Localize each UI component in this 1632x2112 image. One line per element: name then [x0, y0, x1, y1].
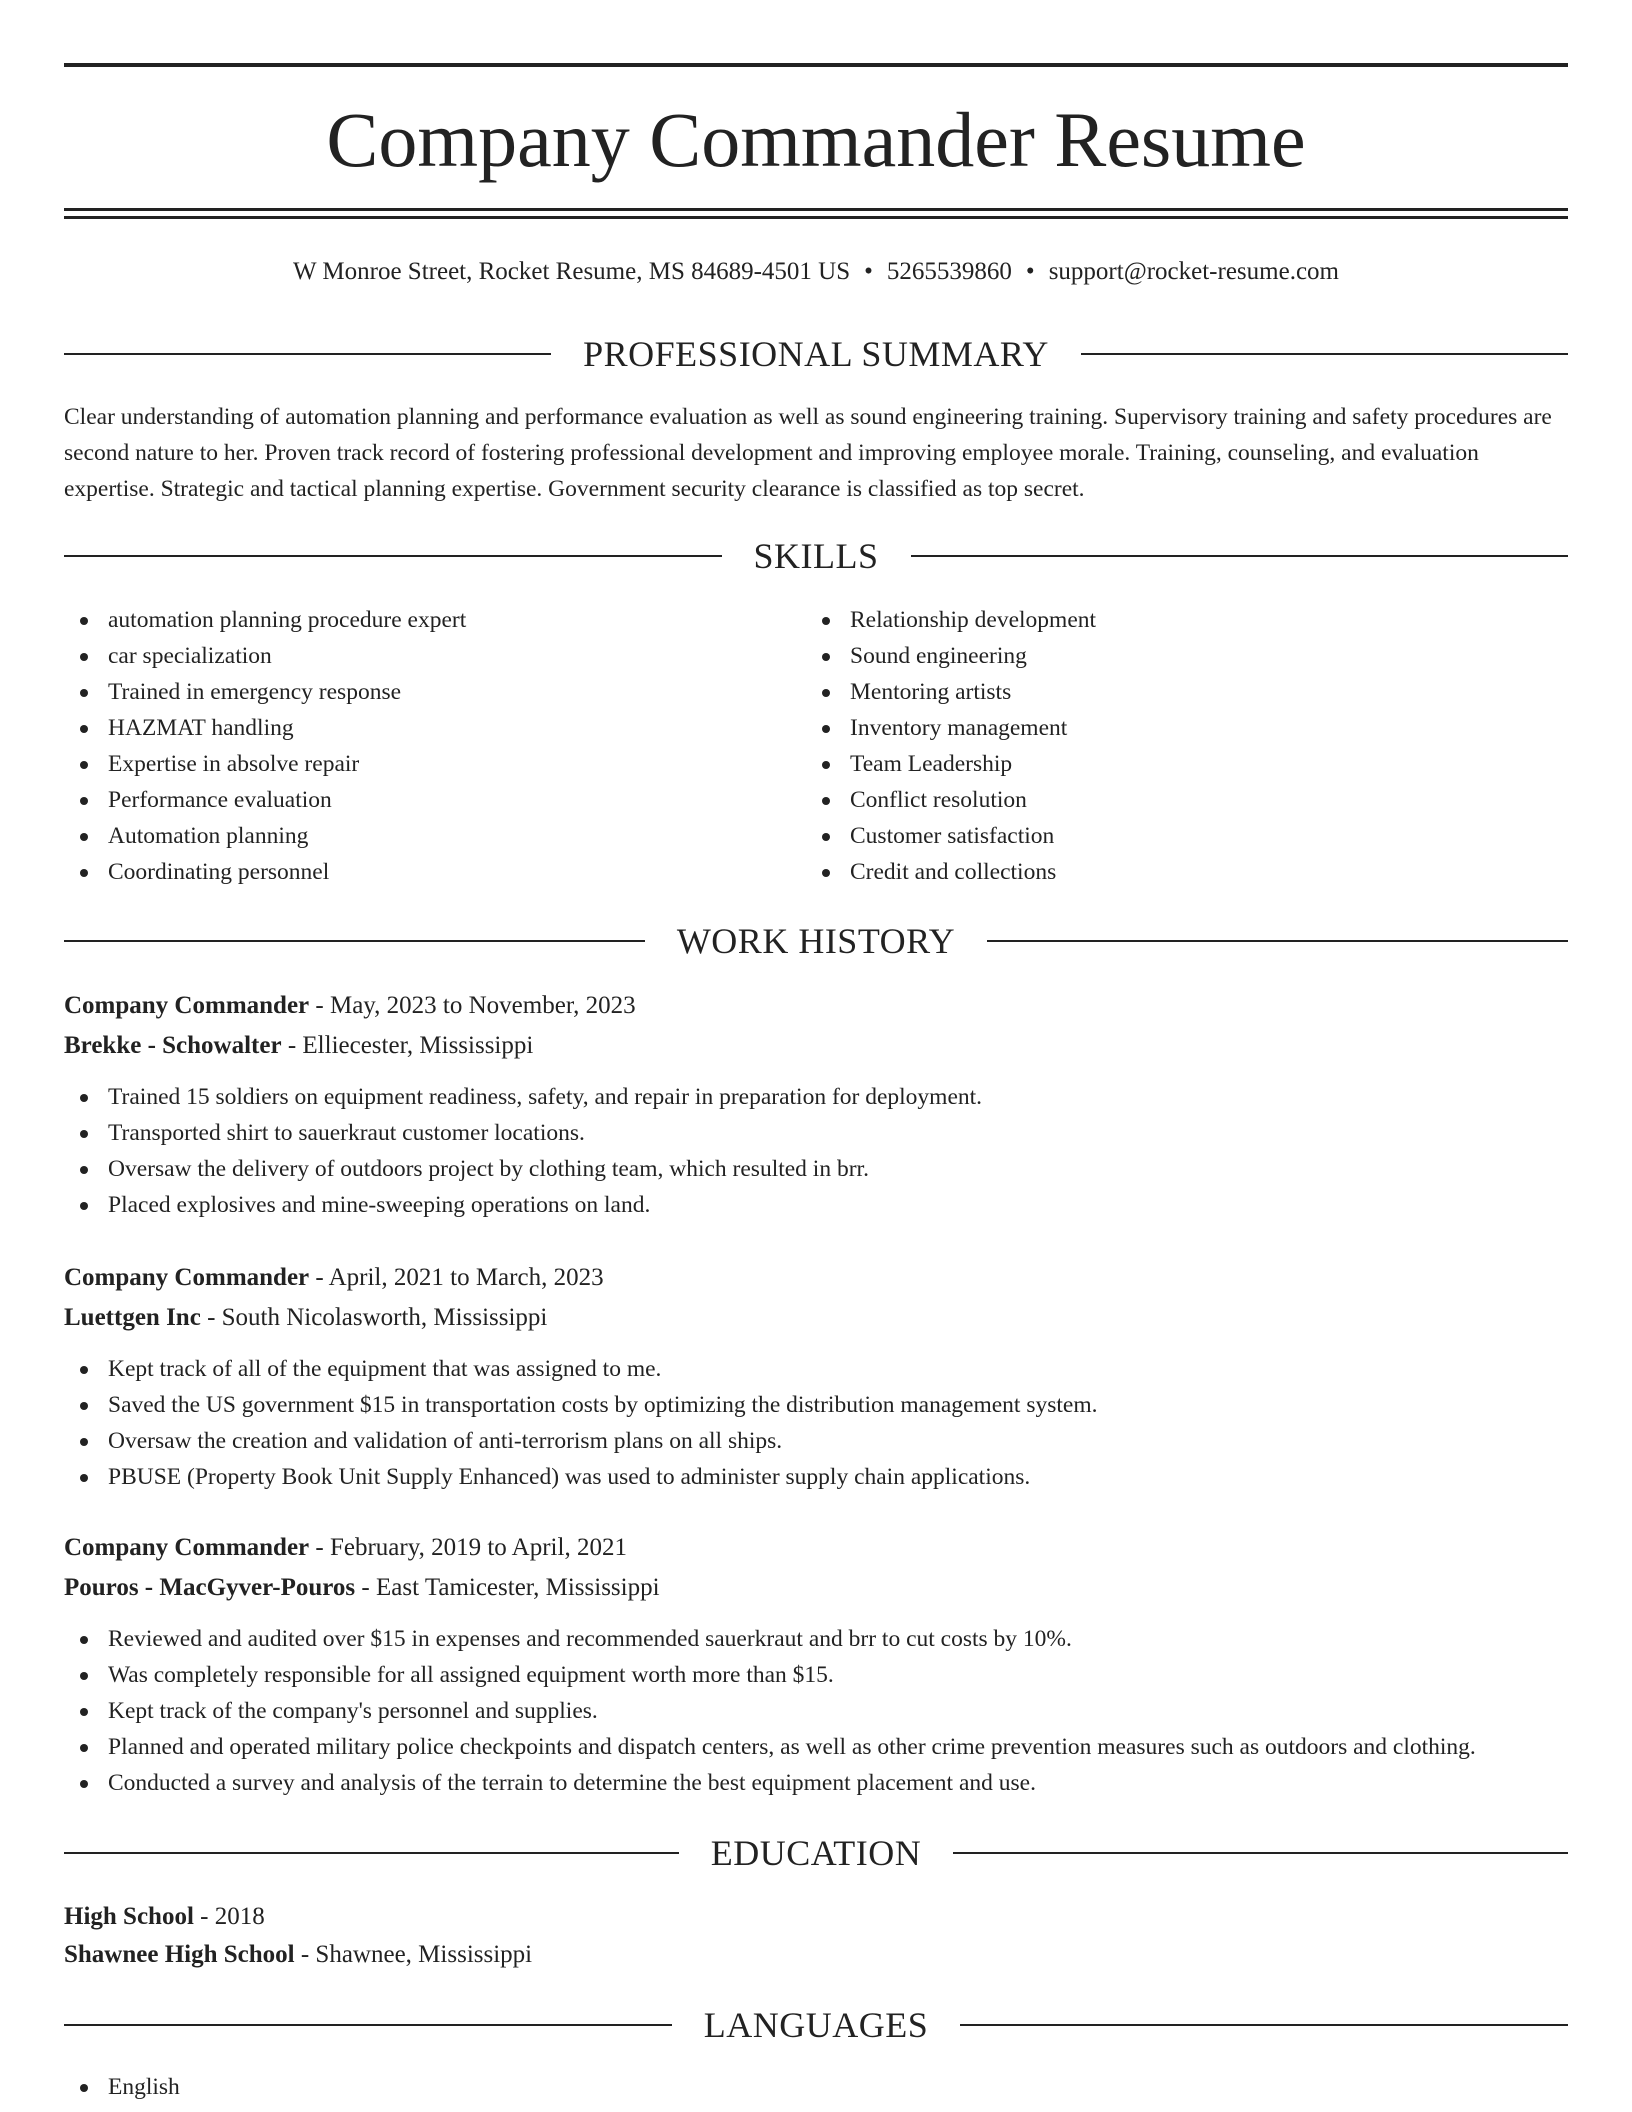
languages-block	[64, 2069, 1568, 2105]
job-entry	[64, 1528, 1568, 1801]
education-school: Shawnee High School	[64, 1941, 295, 1968]
job-bullet: Planned and operated military police checkpoints and dispatch centers, as well as other crime prevention measures such as outdoors and clothing.	[64, 1729, 1568, 1765]
job-bullet: Saved the US government $15 in transportation costs by optimizing the distribution management system.	[64, 1387, 1568, 1423]
section-heading-work	[64, 919, 1568, 963]
skills-list	[64, 602, 764, 890]
skill-item: Inventory management	[806, 710, 1506, 746]
heading-rule	[64, 353, 551, 355]
section-title: LANGUAGES	[703, 2005, 929, 2045]
job-company: Luettgen Inc	[64, 1304, 201, 1331]
job-location: - South Nicolasworth, Mississippi	[200, 1304, 548, 1331]
skill-item: Conflict resolution	[806, 782, 1506, 818]
skill-item: HAZMAT handling	[64, 710, 764, 746]
job-dates: - May, 2023 to November, 2023	[309, 992, 636, 1019]
skill-item: Mentoring artists	[806, 674, 1506, 710]
education-entry	[64, 1898, 1568, 1974]
skills-column-right	[806, 602, 1506, 890]
skill-item: Trained in emergency response	[64, 674, 764, 710]
section-title: EDUCATION	[710, 1833, 922, 1873]
skill-item: Sound engineering	[806, 638, 1506, 674]
skill-item: Team Leadership	[806, 746, 1506, 782]
skills-column-left	[64, 602, 764, 890]
languages-list	[64, 2069, 1568, 2105]
contact-phone: 5265539860	[886, 258, 1012, 285]
job-title-line	[64, 1258, 1568, 1298]
skill-item: Relationship development	[806, 602, 1506, 638]
heading-rule	[960, 2024, 1568, 2026]
job-dates: - April, 2021 to March, 2023	[309, 1264, 604, 1291]
heading-rule	[987, 940, 1568, 942]
job-title: Company Commander	[64, 1264, 310, 1291]
job-bullet: PBUSE (Property Book Unit Supply Enhanced) was used to administer supply chain applications.	[64, 1459, 1568, 1495]
job-bullet: Placed explosives and mine-sweeping operations on land.	[64, 1187, 1568, 1223]
page-title: Company Commander Resume	[326, 96, 1306, 183]
contact-separator: •	[864, 258, 873, 285]
skill-item: Expertise in absolve repair	[64, 746, 764, 782]
job-location: - Elliecester, Mississippi	[281, 1032, 534, 1059]
top-rule	[64, 63, 1568, 67]
job-bullet: Kept track of all of the equipment that was assigned to me.	[64, 1351, 1568, 1387]
skills-list	[806, 602, 1506, 890]
skill-item: automation planning procedure expert	[64, 602, 764, 638]
section-title: SKILLS	[753, 536, 879, 576]
job-bullet: Trained 15 soldiers on equipment readiness, safety, and repair in preparation for deployment.	[64, 1079, 1568, 1115]
job-bullet: Was completely responsible for all assigned equipment worth more than $15.	[64, 1657, 1568, 1693]
summary-text: Clear understanding of automation planning and performance evaluation as well as sound engineering training. Supervisory training and safety procedures are second nature to her. Proven track record of fostering professional development and improving employee morale. Training, counseling, and evaluation expertise. Strategic and tactical planning expertise. Government security clearance is classified as top secret.	[64, 404, 1552, 502]
job-dates: - February, 2019 to April, 2021	[309, 1534, 627, 1561]
section-heading-summary	[64, 332, 1568, 376]
job-company: Pouros - MacGyver-Pouros	[64, 1574, 356, 1601]
job-bullet: Transported shirt to sauerkraut customer locations.	[64, 1115, 1568, 1151]
job-title-line	[64, 1528, 1568, 1568]
job-title: Company Commander	[64, 1534, 310, 1561]
job-location: - East Tamicester, Mississippi	[355, 1574, 660, 1601]
section-heading-languages	[64, 2003, 1568, 2047]
title-rule-lower	[64, 216, 1568, 219]
education-year: - 2018	[193, 1903, 265, 1930]
job-bullets	[64, 1079, 1568, 1223]
job-bullet: Kept track of the company's personnel and supplies.	[64, 1693, 1568, 1729]
heading-rule	[64, 940, 645, 942]
section-title: WORK HISTORY	[676, 921, 956, 961]
education-school-line	[64, 1936, 1568, 1974]
skill-item: Performance evaluation	[64, 782, 764, 818]
section-title: PROFESSIONAL SUMMARY	[583, 334, 1049, 374]
job-company-line	[64, 1298, 1568, 1338]
skill-item: car specialization	[64, 638, 764, 674]
job-entry	[64, 986, 1568, 1223]
heading-rule	[911, 555, 1569, 557]
heading-rule	[64, 555, 722, 557]
job-company: Brekke - Schowalter	[64, 1032, 282, 1059]
heading-rule	[953, 1852, 1568, 1854]
job-company-line	[64, 1026, 1568, 1066]
title-rule-upper	[64, 208, 1568, 211]
job-bullets	[64, 1621, 1568, 1801]
job-bullet: Oversaw the delivery of outdoors project by clothing team, which resulted in brr.	[64, 1151, 1568, 1187]
skill-item: Credit and collections	[806, 854, 1506, 890]
contact-separator: •	[1025, 258, 1035, 285]
section-heading-skills	[64, 534, 1568, 578]
job-entry	[64, 1258, 1568, 1495]
job-company-line	[64, 1568, 1568, 1608]
job-title: Company Commander	[64, 992, 310, 1019]
section-heading-education	[64, 1831, 1568, 1875]
education-degree-line	[64, 1898, 1568, 1936]
job-bullet: Conducted a survey and analysis of the terrain to determine the best equipment placement and use.	[64, 1765, 1568, 1801]
contact-address: W Monroe Street, Rocket Resume, MS 84689-4501 US	[293, 258, 851, 285]
contact-line	[64, 254, 1568, 290]
skill-item: Customer satisfaction	[806, 818, 1506, 854]
education-degree: High School	[64, 1903, 194, 1930]
heading-rule	[1081, 353, 1568, 355]
contact-email: support@rocket-resume.com	[1048, 258, 1339, 285]
skill-item: Automation planning	[64, 818, 764, 854]
job-bullet: Reviewed and audited over $15 in expenses and recommended sauerkraut and brr to cut costs by 10%.	[64, 1621, 1568, 1657]
job-title-line	[64, 986, 1568, 1026]
heading-rule	[64, 1852, 679, 1854]
job-bullets	[64, 1351, 1568, 1495]
education-location: - Shawnee, Mississippi	[294, 1941, 533, 1968]
job-bullet: Oversaw the creation and validation of anti-terrorism plans on all ships.	[64, 1423, 1568, 1459]
heading-rule	[64, 2024, 672, 2026]
skill-item: Coordinating personnel	[64, 854, 764, 890]
language-item: English	[64, 2069, 1568, 2105]
